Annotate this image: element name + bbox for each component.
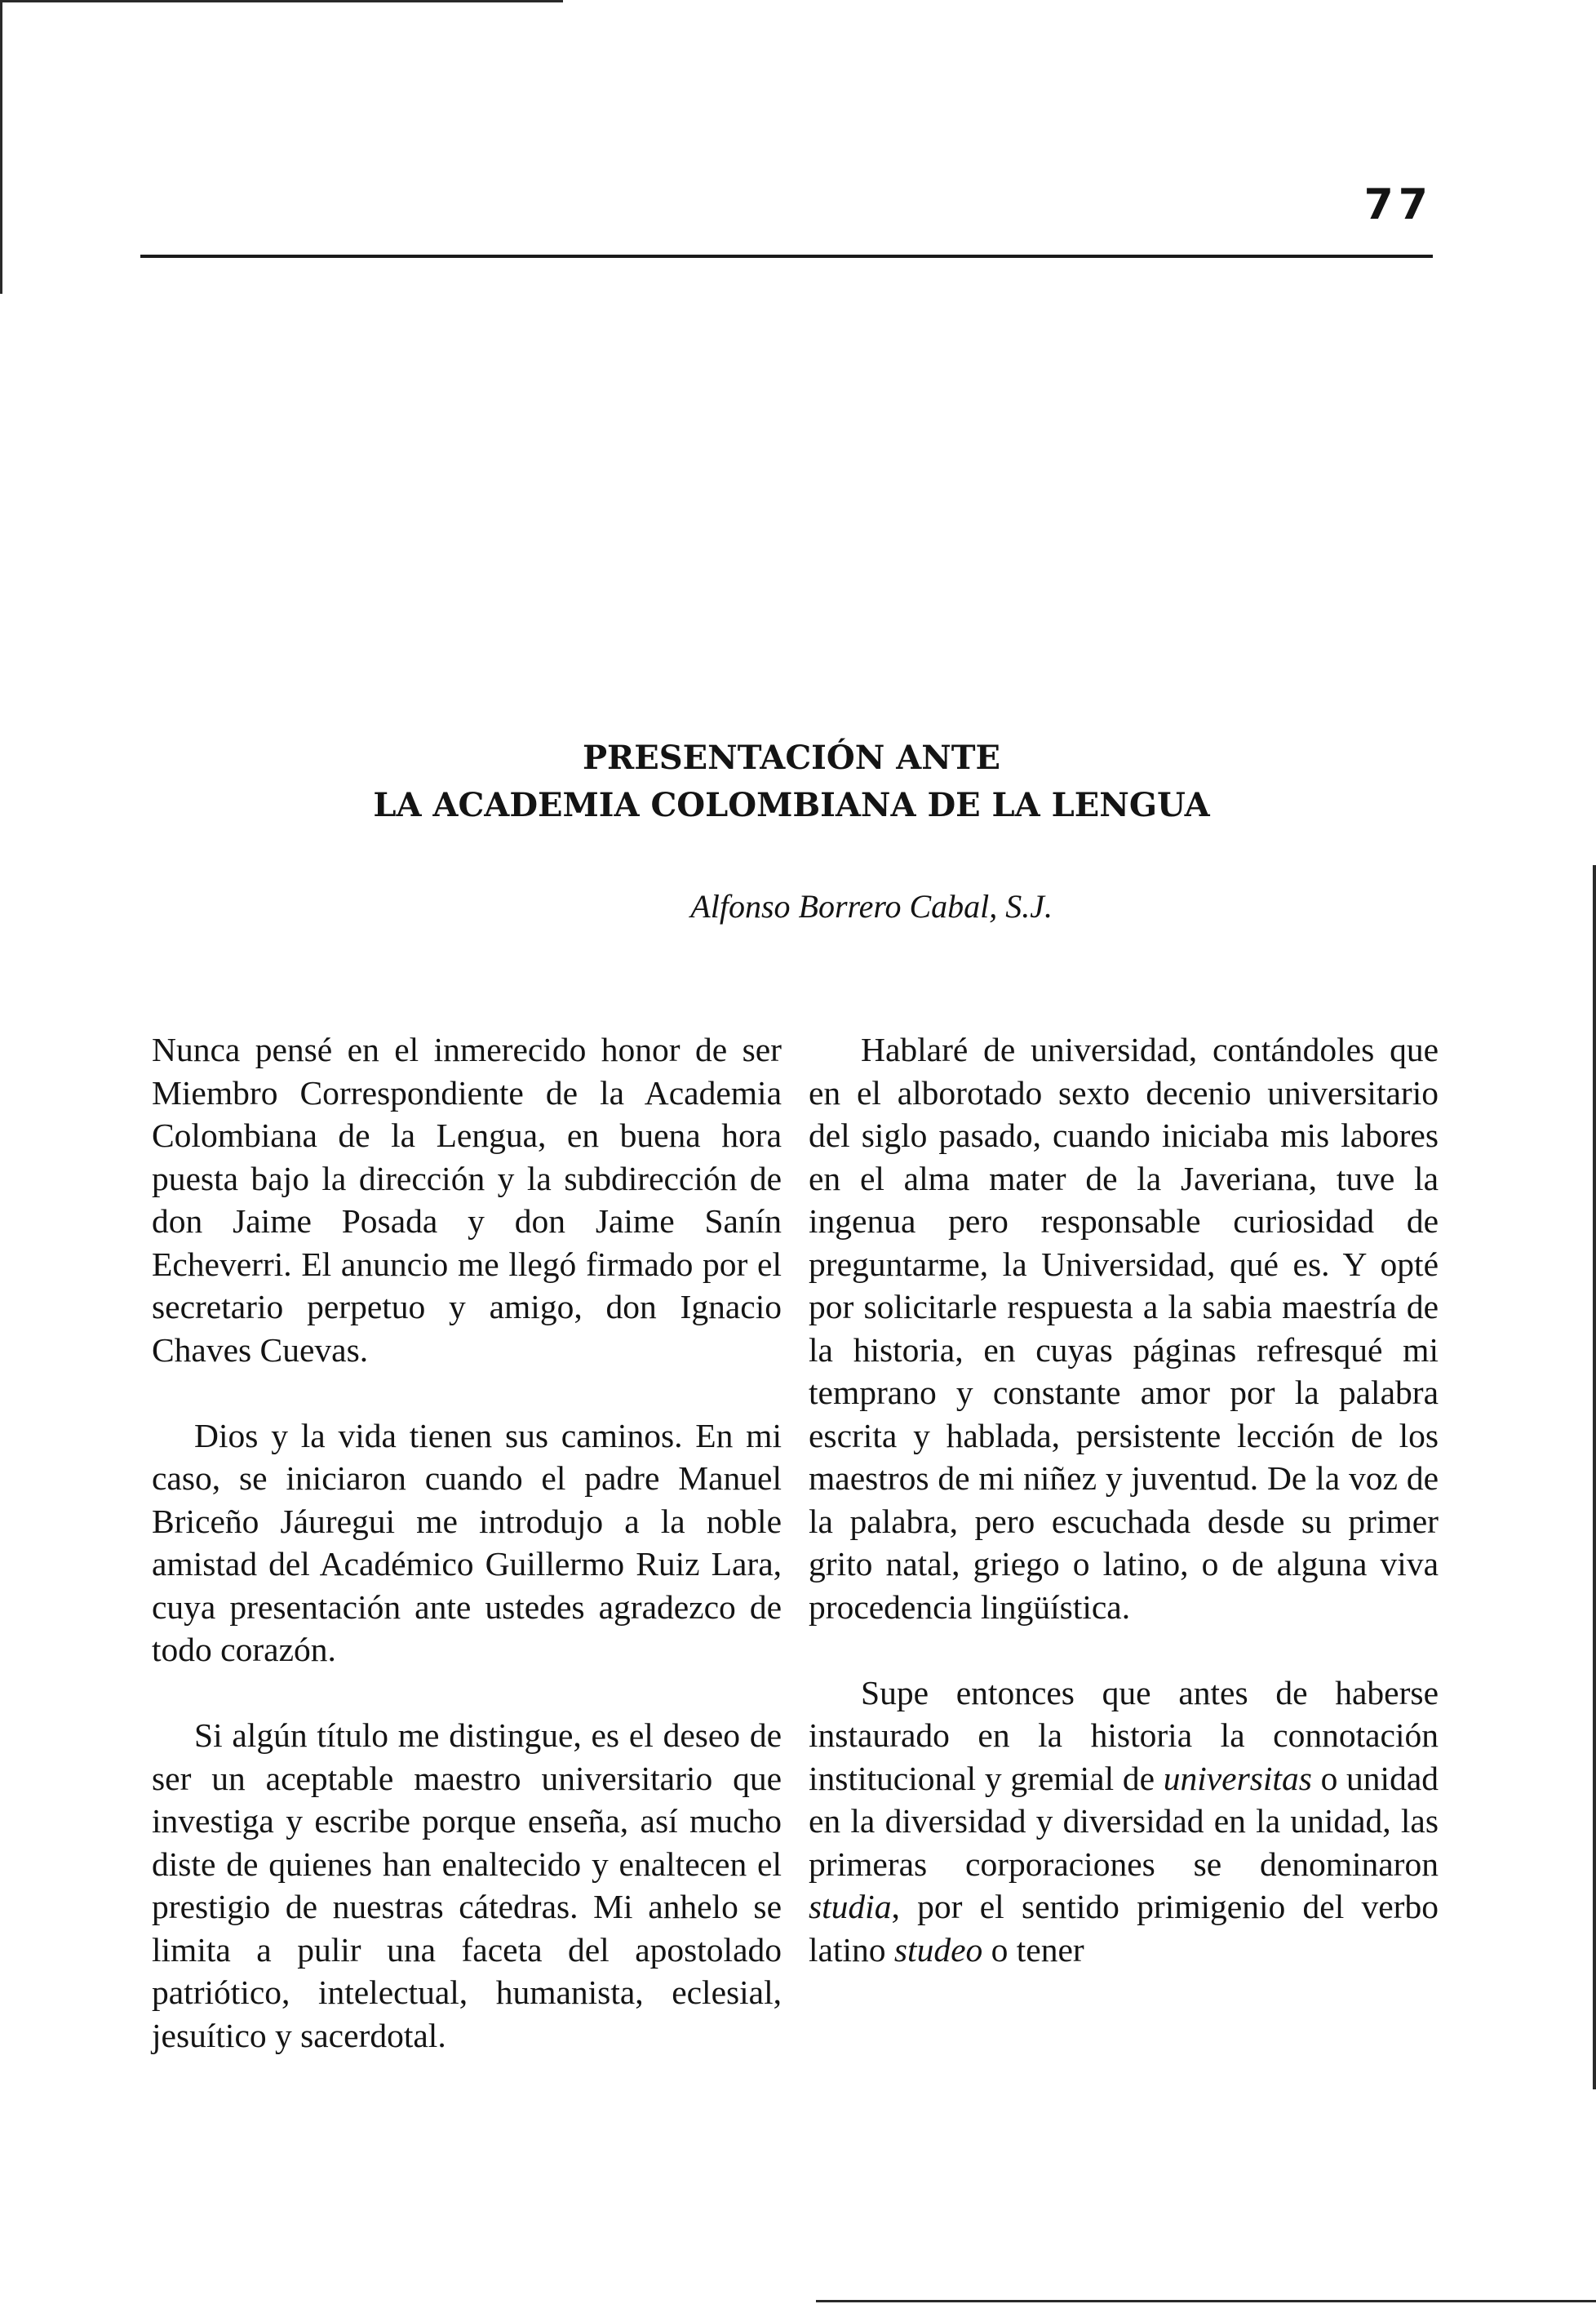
scan-edge-left <box>0 0 2 294</box>
right-paragraph-2-text-c: , por el sentido primigenio del verbo latino <box>809 1888 1439 1969</box>
right-paragraph-2 <box>809 1671 1439 1972</box>
left-paragraph-1: Nunca pensé en el inmerecido honor de ser Miembro Correspondiente de la Academia Colombiana de la Lengua, en buena hora puesta bajo la dirección y la subdirección de don Jaime Posada y don Jaime Sanín Echeverri. El anuncio me llegó firmado por el secretario perpetuo y amigo, don Ignacio Chaves Cuevas. <box>152 1031 782 1369</box>
scan-edge-top <box>0 0 563 2</box>
right-paragraph-1: Hablaré de universidad, contándoles que en el alborotado sexto decenio universitario del siglo pasado, cuando iniciaba mis labores en el alma mater de la Javeriana, tuve la ingenua pero responsable curiosidad de preguntarme, la Universidad, qué es. Y opté por solicitarle respuesta a la sabia maestría de la historia, en cuyas páginas refresqué mi temprano y constante amor por la palabra escrita y hablada, persistente lección de los maestros de mi niñez y juventud. De la voz de la palabra, pero escuchada desde su primer grito natal, griego o latino, o de alguna viva procedencia lingüística. <box>809 1031 1439 1626</box>
article-author: Alfonso Borrero Cabal, S.J. <box>690 888 1053 925</box>
header-rule <box>140 255 1433 258</box>
left-paragraph-3: Si algún título me distingue, es el deseo de ser un aceptable maestro universitario que investiga y escribe porque enseña, así mucho diste de quienes han enaltecido y enaltecen el prestigio de nuestras cátedras. Mi anhelo se limita a pulir una faceta del apostolado patriótico, intelectual, humanista, eclesial, jesuítico y sacerdotal. <box>152 1716 782 2054</box>
right-paragraph-2-text-d: o tener <box>982 1930 1084 1969</box>
right-column <box>809 1028 1439 2014</box>
right-paragraph-2-text-a: Supe entonces que antes de haberse instaurado en la historia la connotación institucional y gremial de <box>809 1673 1439 1797</box>
scan-edge-right <box>1593 865 1596 2089</box>
article-title <box>163 735 1420 829</box>
page-number: 77 <box>1363 180 1433 229</box>
term-studia: studia <box>809 1888 892 1925</box>
term-studeo: studeo <box>893 1930 983 1969</box>
left-paragraph-2: Dios y la vida tienen sus caminos. En mi caso, se iniciaron cuando el padre Manuel Briceño Jáuregui me introdujo a la noble amistad del Académico Guillermo Ruiz Lara, cuya presentación ante ustedes agradezco de todo corazón. <box>152 1416 782 1668</box>
title-line-2: LA ACADEMIA COLOMBIANA DE LA LENGUA <box>373 786 1210 824</box>
scan-edge-bottom <box>816 2300 1596 2302</box>
title-line-1: PRESENTACIÓN ANTE <box>582 739 1001 777</box>
right-paragraph-2-text-b: o unidad en la diversidad y diversidad en la unidad, las primeras corporaciones se denominaron <box>809 1759 1439 1883</box>
left-column <box>152 1028 782 2100</box>
term-universitas: universitas <box>1163 1759 1312 1797</box>
